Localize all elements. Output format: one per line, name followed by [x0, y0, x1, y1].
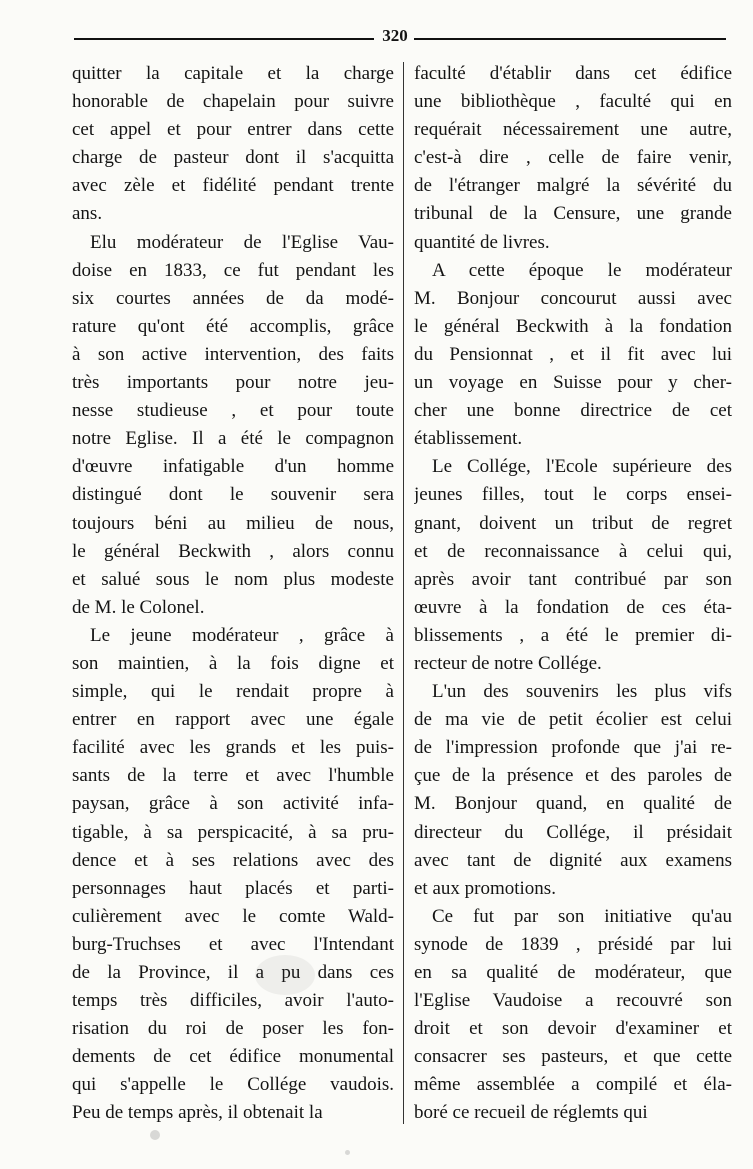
- text-line: facilité avec les grands et les puis-: [72, 737, 394, 759]
- text-line: le général Beckwith , alors connu: [72, 540, 394, 562]
- text-line: un voyage en Suisse pour y cher-: [414, 372, 732, 394]
- text-line: son maintien, à la fois digne et: [72, 652, 394, 674]
- text-line: dements de cet édifice monumental: [72, 1046, 394, 1068]
- text-line: tigable, à sa perspicacité, à sa pru-: [72, 821, 394, 843]
- text-line: toujours béni au milieu de nous,: [72, 512, 394, 534]
- text-line: cet appel et pour entrer dans cette: [72, 119, 394, 141]
- text-line: directeur du Collége, il présidait: [414, 821, 732, 843]
- text-line: faculté d'établir dans cet édifice: [414, 63, 732, 84]
- text-line: très importants pour notre jeu-: [72, 372, 394, 394]
- text-line: c'est-à dire , celle de faire venir,: [414, 147, 732, 169]
- text-line: Elu modérateur de l'Eglise Vau-: [90, 231, 394, 253]
- text-line: notre Eglise. Il a été le compagnon: [72, 428, 394, 450]
- text-line: de la Province, il a pu dans ces: [72, 962, 394, 983]
- text-line: l'Eglise Vaudoise a recouvré son: [414, 990, 732, 1012]
- text-line: en sa qualité de modérateur, que: [414, 962, 732, 983]
- paper-stain: [345, 1150, 350, 1155]
- text-line: boré ce recueil de réglemts qui: [414, 1102, 648, 1124]
- text-line: et salué sous le nom plus modeste: [72, 568, 394, 590]
- text-line: et aux promotions.: [414, 877, 556, 899]
- right-text-column: [414, 60, 732, 1128]
- text-line: de l'étranger malgré la sévérité du: [414, 175, 732, 197]
- column-divider: [403, 62, 404, 1124]
- text-line: distingué dont le souvenir sera: [72, 484, 394, 506]
- text-line: Le Collége, l'Ecole supérieure des: [432, 456, 732, 478]
- text-line: requérait nécessairement une autre,: [414, 119, 732, 141]
- paper-stain: [150, 1130, 160, 1140]
- page-number: 320: [382, 26, 408, 45]
- text-line: paysan, grâce à son activité infa-: [72, 793, 394, 815]
- text-line: personnages haut placés et parti-: [72, 877, 394, 899]
- text-line: Peu de temps après, il obtenait la: [72, 1102, 323, 1124]
- text-line: M. Bonjour concourut aussi avec: [414, 287, 732, 309]
- text-line: dence et à ses relations avec des: [72, 849, 394, 871]
- text-line: avec zèle et fidélité pendant trente: [72, 175, 394, 197]
- text-line: charge de pasteur dont il s'acquitta: [72, 147, 394, 169]
- text-line: gnant, doivent un tribut de regret: [414, 512, 732, 534]
- paper-stain: [255, 955, 315, 995]
- text-line: culièrement avec le comte Wald-: [72, 905, 394, 927]
- text-line: œuvre à la fondation de ces éta-: [414, 596, 732, 618]
- text-line: A cette époque le modérateur: [432, 259, 732, 281]
- text-line: droit et son devoir d'examiner et: [414, 1018, 732, 1040]
- text-line: établissement.: [414, 428, 523, 450]
- text-line: même assemblée a compilé et éla-: [414, 1074, 732, 1096]
- text-line: six courtes années de da modé-: [72, 287, 394, 309]
- text-line: de ma vie de petit écolier est celui: [414, 709, 732, 731]
- text-line: une bibliothèque , faculté qui en: [414, 91, 732, 113]
- text-line: cher une bonne directrice de cet: [414, 400, 732, 422]
- text-line: avec tant de dignité aux examens: [414, 849, 732, 871]
- text-line: sants de la terre et avec l'humble: [72, 765, 394, 787]
- text-line: doise en 1833, ce fut pendant les: [72, 259, 394, 281]
- text-line: Ce fut par son initiative qu'au: [432, 905, 732, 927]
- text-line: d'œuvre infatigable d'un homme: [72, 456, 394, 478]
- text-line: çue de la présence et des paroles de: [414, 765, 732, 787]
- text-line: jeunes filles, tout le corps ensei-: [414, 484, 732, 506]
- text-line: après avoir tant contribué par son: [414, 568, 732, 590]
- text-line: L'un des souvenirs les plus vifs: [432, 681, 732, 703]
- header-rule-right: [414, 38, 726, 40]
- text-line: burg-Truchses et avec l'Intendant: [72, 933, 394, 955]
- text-line: blissements , a été le premier di-: [414, 624, 732, 646]
- text-line: de l'impression profonde que j'ai re-: [414, 737, 732, 759]
- text-line: risation du roi de poser les fon-: [72, 1018, 394, 1040]
- text-line: consacrer ses pasteurs, et que cette: [414, 1046, 732, 1068]
- text-line: à son active intervention, des faits: [72, 343, 394, 365]
- text-line: rature qu'ont été accomplis, grâce: [72, 315, 394, 337]
- text-line: tribunal de la Censure, une grande: [414, 203, 732, 225]
- text-line: simple, qui le rendait propre à: [72, 681, 394, 703]
- text-line: ans.: [72, 203, 103, 225]
- text-line: le général Beckwith à la fondation: [414, 315, 732, 337]
- text-line: qui s'appelle le Collége vaudois.: [72, 1074, 394, 1096]
- text-line: nesse studieuse , et pour toute: [72, 400, 394, 422]
- left-text-column: [72, 60, 394, 1128]
- text-line: synode de 1839 , présidé par lui: [414, 933, 732, 955]
- text-line: du Pensionnat , et il fit avec lui: [414, 343, 732, 365]
- text-line: entrer en rapport avec une égale: [72, 709, 394, 731]
- text-line: temps très difficiles, avoir l'auto-: [72, 990, 394, 1012]
- text-line: recteur de notre Collége.: [414, 652, 602, 674]
- text-line: quitter la capitale et la charge: [72, 63, 394, 84]
- text-line: de M. le Colonel.: [72, 596, 205, 618]
- text-line: honorable de chapelain pour suivre: [72, 91, 394, 113]
- text-line: quantité de livres.: [414, 231, 550, 253]
- text-line: et de reconnaissance à celui qui,: [414, 540, 732, 562]
- text-line: Le jeune modérateur , grâce à: [90, 624, 394, 646]
- text-line: M. Bonjour quand, en qualité de: [414, 793, 732, 815]
- header-rule-left: [74, 38, 374, 40]
